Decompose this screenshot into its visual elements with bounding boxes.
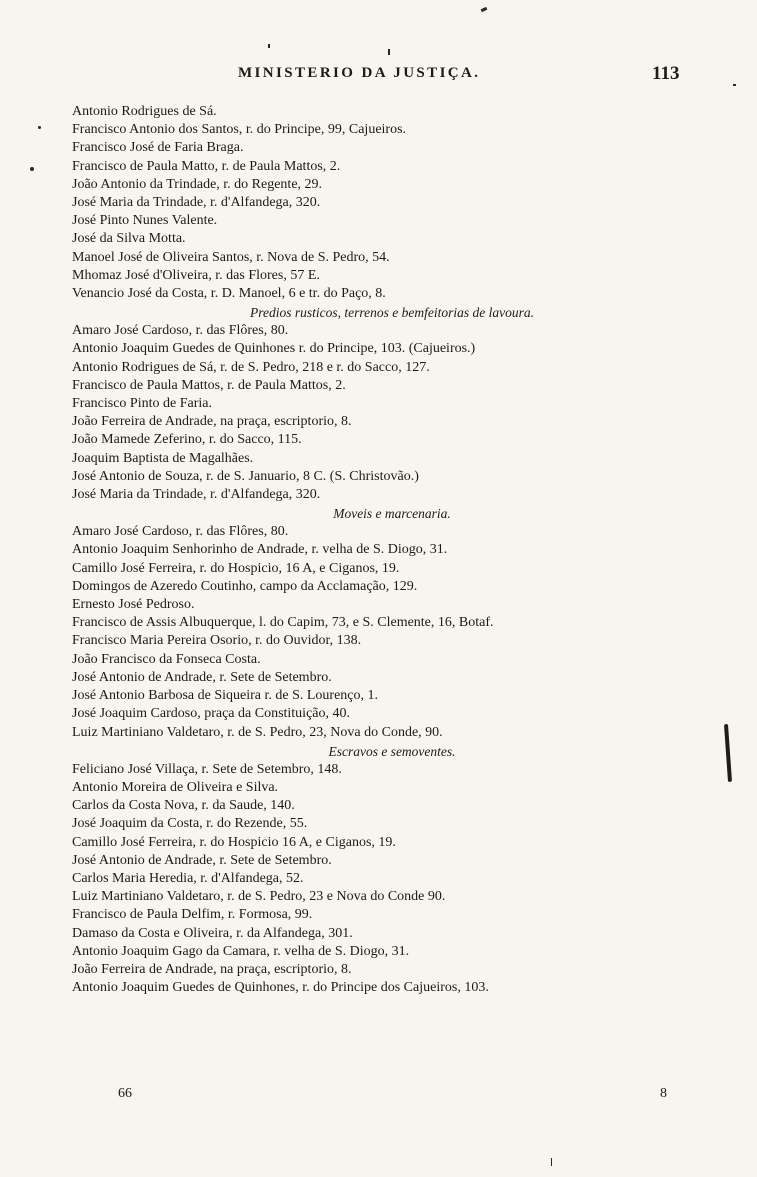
list-item: Carlos da Costa Nova, r. da Saude, 140. (72, 798, 295, 814)
list-item: João Mamede Zeferino, r. do Sacco, 115. (72, 432, 302, 448)
list-item: João Ferreira de Andrade, na praça, escriptorio, 8. (72, 414, 352, 430)
ink-speck (30, 167, 34, 171)
signature-mark-left: 66 (118, 1086, 132, 1101)
section-heading: Predios rusticos, terrenos e bemfeitorias de lavoura. (250, 305, 534, 321)
list-item: José Antonio de Andrade, r. Sete de Setembro. (72, 669, 332, 685)
list-item: José da Silva Motta. (72, 231, 186, 247)
list-item: Carlos Maria Heredia, r. d'Alfandega, 52. (72, 870, 304, 886)
ink-speck (733, 84, 736, 86)
list-item: Francisco de Paula Mattos, r. de Paula Mattos, 2. (72, 377, 346, 393)
list-item: Antonio Joaquim Senhorinho de Andrade, r. velha de S. Diogo, 31. (72, 542, 448, 558)
list-item: José Maria da Trindade, r. d'Alfandega, 320. (72, 195, 321, 211)
margin-mark (724, 724, 732, 782)
ink-speck (551, 1158, 552, 1166)
list-item: Joaquim Baptista de Magalhães. (72, 450, 254, 466)
list-item: Antonio Moreira de Oliveira e Silva. (72, 779, 279, 795)
list-item: José Antonio de Souza, r. de S. Januario, 8 C. (S. Christovão.) (72, 468, 419, 484)
list-item: Antonio Joaquim Guedes de Quinhones, r. do Principe dos Cajueiros, 103. (72, 980, 489, 996)
directory-listing (72, 103, 712, 997)
list-item: Francisco Maria Pereira Osorio, r. do Ouvidor, 138. (72, 633, 362, 649)
list-item: José Antonio Barbosa de Siqueira r. de S. Lourenço, 1. (72, 688, 379, 704)
page-header (0, 65, 757, 89)
list-item: Francisco de Paula Matto, r. de Paula Mattos, 2. (72, 158, 341, 174)
list-item: Francisco Pinto de Faria. (72, 396, 212, 412)
page-footer (0, 1086, 757, 1106)
ink-speck (388, 49, 390, 55)
list-item: Antonio Rodrigues de Sá, r. de S. Pedro, 218 e r. do Sacco, 127. (72, 359, 430, 375)
list-item: José Joaquim da Costa, r. do Rezende, 55. (72, 816, 308, 832)
list-item: Manoel José de Oliveira Santos, r. Nova de S. Pedro, 54. (72, 249, 390, 265)
list-item: Amaro José Cardoso, r. das Flôres, 80. (72, 323, 289, 339)
list-item: Francisco Antonio dos Santos, r. do Principe, 99, Cajueiros. (72, 122, 407, 138)
list-item: Luiz Martiniano Valdetaro, r. de S. Pedro, 23, Nova do Conde, 90. (72, 724, 443, 740)
list-item: Luiz Martiniano Valdetaro, r. de S. Pedro, 23 e Nova do Conde 90. (72, 889, 446, 905)
list-item: Domingos de Azeredo Coutinho, campo da Acclamação, 129. (72, 578, 418, 594)
list-item: Antonio Rodrigues de Sá. (72, 104, 217, 119)
list-item: Venancio José da Costa, r. D. Manoel, 6 e tr. do Paço, 8. (72, 286, 386, 302)
list-item: Francisco José de Faria Braga. (72, 140, 244, 156)
list-item: Francisco de Paula Delfim, r. Formosa, 99. (72, 907, 313, 923)
signature-mark-right: 8 (660, 1086, 667, 1101)
list-item: Damaso da Costa e Oliveira, r. da Alfandega, 301. (72, 925, 353, 941)
list-item: José Joaquim Cardoso, praça da Constituição, 40. (72, 706, 351, 722)
list-item: João Ferreira de Andrade, na praça, escriptorio, 8. (72, 961, 352, 977)
list-item: Mhomaz José d'Oliveira, r. das Flores, 57 E. (72, 267, 320, 283)
list-item: Ernesto José Pedroso. (72, 597, 195, 613)
ink-speck (268, 44, 270, 48)
list-item: José Maria da Trindade, r. d'Alfandega, 320. (72, 487, 321, 503)
list-item: José Pinto Nunes Valente. (72, 213, 218, 229)
list-item: Antonio Joaquim Gago da Camara, r. velha de S. Diogo, 31. (72, 943, 410, 959)
list-item: Francisco de Assis Albuquerque, l. do Capim, 73, e S. Clemente, 16, Botaf. (72, 615, 494, 631)
section-heading: Moveis e marcenaria. (333, 506, 451, 522)
running-head: MINISTERIO DA JUSTIÇA. (238, 65, 481, 81)
list-item: José Antonio de Andrade, r. Sete de Setembro. (72, 852, 332, 868)
list-item: Camillo José Ferreira, r. do Hospicio 16 A, e Ciganos, 19. (72, 834, 396, 850)
list-item: João Francisco da Fonseca Costa. (72, 651, 261, 667)
page-number: 113 (652, 63, 680, 84)
ink-speck (38, 126, 41, 129)
list-item: Antonio Joaquim Guedes de Quinhones r. do Principe, 103. (Cajueiros.) (72, 341, 476, 357)
list-item: Camillo José Ferreira, r. do Hospicio, 16 A, e Ciganos, 19. (72, 560, 400, 576)
list-item: Amaro José Cardoso, r. das Flôres, 80. (72, 524, 289, 540)
list-item: Feliciano José Villaça, r. Sete de Setembro, 148. (72, 761, 342, 777)
section-heading: Escravos e semoventes. (328, 743, 456, 759)
list-item: João Antonio da Trindade, r. do Regente, 29. (72, 176, 323, 192)
ink-speck (481, 7, 488, 12)
